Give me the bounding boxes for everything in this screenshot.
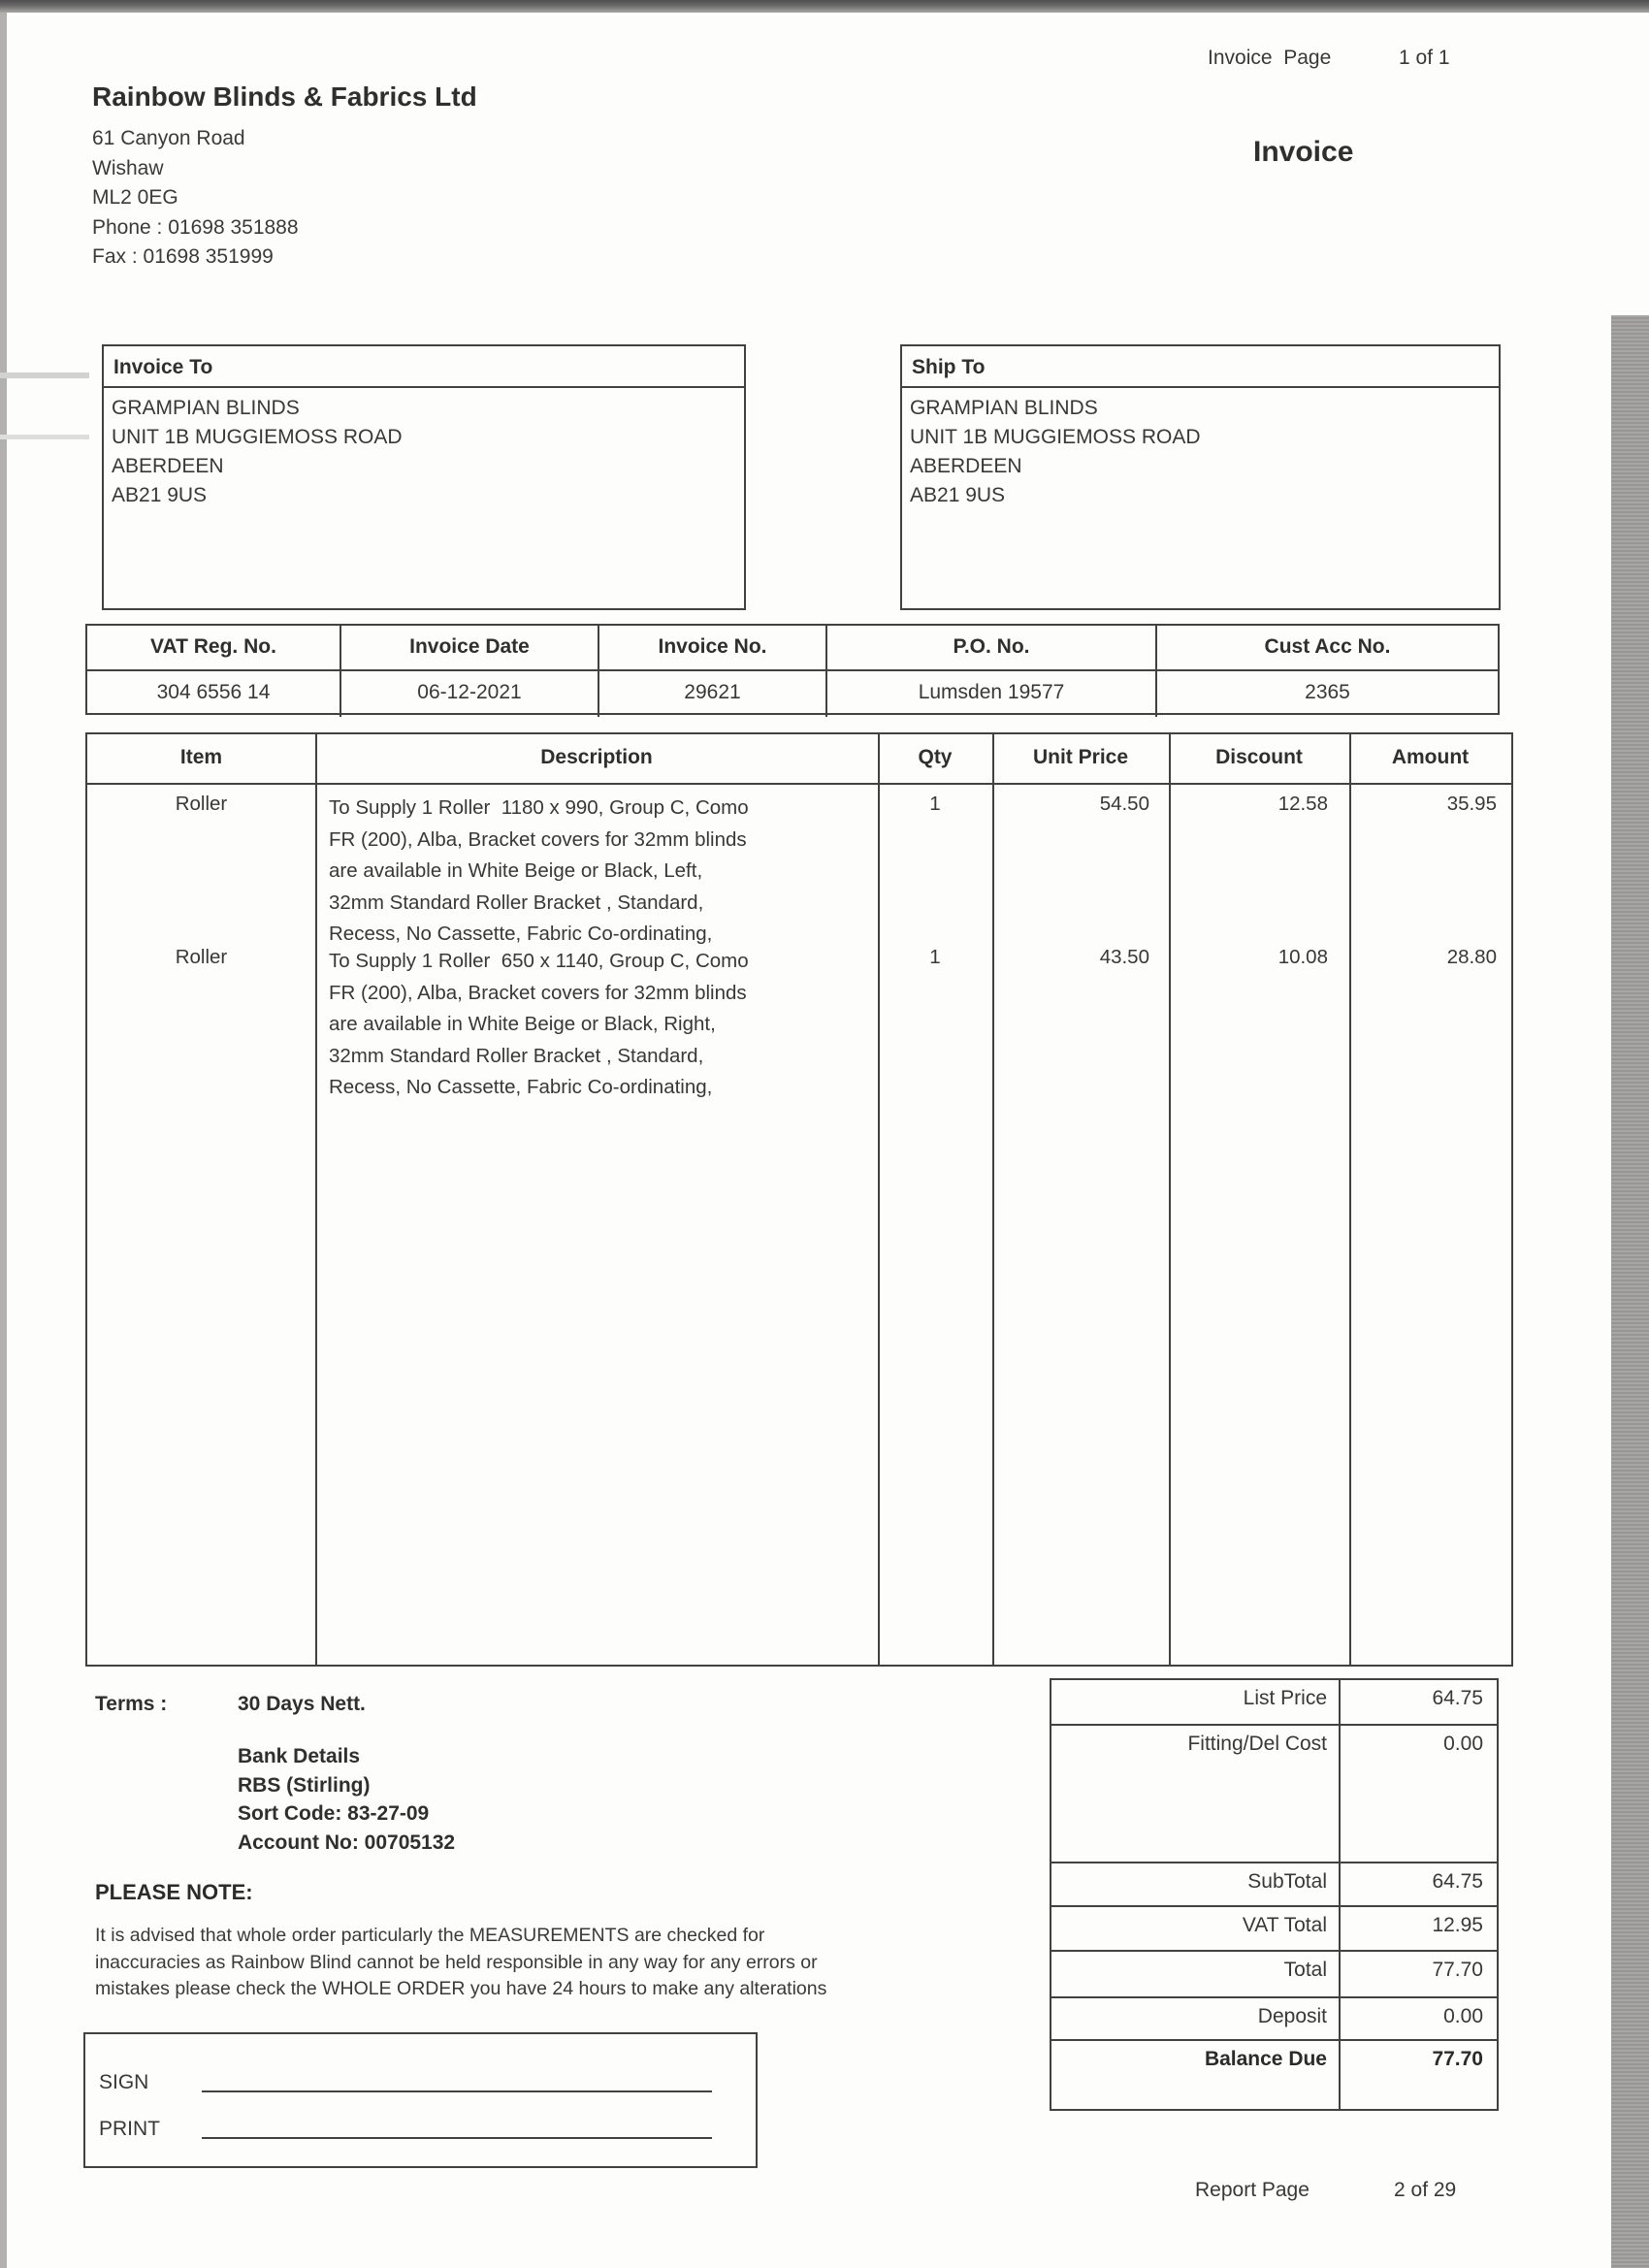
bank-account-no: Account No: 00705132	[238, 1831, 456, 1854]
meta-header-row	[87, 626, 1498, 671]
report-page-value: 2 of 29	[1394, 2179, 1457, 2201]
item-type: Roller	[175, 946, 228, 968]
address-line: 61 Canyon Road	[92, 127, 245, 149]
totals-label: SubTotal	[1051, 1863, 1341, 1905]
invoice-to-box	[102, 344, 746, 610]
items-header-discount: Discount	[1215, 746, 1303, 768]
address-line: GRAMPIAN BLINDS	[910, 397, 1098, 419]
description-line: 32mm Standard Roller Bracket , Standard,	[329, 1044, 704, 1067]
totals-row-fitting-del-cost	[1051, 1724, 1497, 1862]
scanner-edge-left	[0, 13, 7, 2268]
items-header-unit-price: Unit Price	[1032, 746, 1129, 768]
totals-value: 64.75	[1432, 1870, 1483, 1893]
totals-value: 12.95	[1432, 1914, 1483, 1936]
totals-row-list-price	[1051, 1680, 1497, 1724]
invoice-to-label: Invoice To	[104, 346, 744, 388]
totals-value: 77.70	[1432, 2048, 1483, 2070]
items-header-row	[87, 734, 1511, 785]
meta-header-po-no: P.O. No.	[825, 626, 1155, 669]
sign-label: SIGN	[99, 2071, 149, 2093]
please-note-text	[95, 1923, 826, 2003]
totals-row-vat-total	[1051, 1905, 1497, 1950]
description-line: FR (200), Alba, Bracket covers for 32mm blinds	[329, 981, 747, 1004]
meta-value-po-no: Lumsden 19577	[825, 671, 1155, 717]
signature-box	[83, 2032, 758, 2168]
description-line: FR (200), Alba, Bracket covers for 32mm blinds	[329, 827, 747, 851]
address-line: Phone : 01698 351888	[92, 215, 299, 239]
meta-value-row	[87, 671, 1498, 717]
item-description	[315, 946, 878, 1104]
totals-row-total	[1051, 1950, 1497, 1996]
description-line: 32mm Standard Roller Bracket , Standard,	[329, 891, 704, 914]
description-line: To Supply 1 Roller 1180 x 990, Group C, Como	[329, 796, 749, 819]
items-header-qty: Qty	[918, 746, 953, 768]
please-note-title: PLEASE NOTE:	[95, 1880, 253, 1904]
bank-name: RBS (Stirling)	[238, 1773, 371, 1797]
document-title: Invoice	[1253, 136, 1354, 168]
company-name: Rainbow Blinds & Fabrics Ltd	[92, 81, 477, 112]
table-row	[87, 946, 1511, 1104]
address-line: AB21 9US	[910, 484, 1006, 506]
print-line	[202, 2136, 712, 2139]
meta-header-vat-reg: VAT Reg. No.	[150, 635, 276, 658]
meta-value-vat-reg: 304 6556 14	[156, 681, 271, 703]
meta-value-invoice-no: 29621	[598, 671, 825, 717]
totals-value: 0.00	[1443, 1733, 1483, 1755]
totals-label: Balance Due	[1051, 2041, 1341, 2109]
totals-row-deposit	[1051, 1996, 1497, 2039]
bank-details	[238, 1742, 455, 1857]
description-line: are available in White Beige or Black, Right,	[329, 1013, 716, 1035]
item-amount: 35.95	[1446, 793, 1497, 815]
items-header-amount: Amount	[1391, 746, 1470, 768]
items-header-item: Item	[179, 746, 223, 768]
totals-value: 64.75	[1432, 1687, 1483, 1709]
meta-header-invoice-no: Invoice No.	[598, 626, 825, 669]
print-row	[85, 2094, 756, 2141]
description-line: Recess, No Cassette, Fabric Co-ordinating,	[329, 923, 713, 945]
table-row	[87, 793, 1511, 951]
item-discount: 10.08	[1277, 946, 1328, 968]
totals-value: 0.00	[1443, 2005, 1483, 2027]
totals-row-subtotal	[1051, 1862, 1497, 1905]
address-line: ML2 0EG	[92, 186, 178, 209]
address-line: UNIT 1B MUGGIEMOSS ROAD	[112, 426, 403, 448]
report-page-label: Report Page	[1195, 2179, 1310, 2201]
meta-header-cust-acc: Cust Acc No.	[1155, 626, 1498, 669]
print-label: PRINT	[99, 2118, 160, 2140]
totals-table	[1050, 1678, 1499, 2111]
description-line: are available in White Beige or Black, Left,	[329, 859, 703, 882]
bank-details-title: Bank Details	[238, 1745, 361, 1767]
scanner-edge-right	[1611, 315, 1649, 2268]
meta-value-cust-acc: 2365	[1155, 671, 1498, 717]
totals-value: 77.70	[1432, 1959, 1483, 1981]
scanner-edge-top	[0, 0, 1649, 13]
description-line: Recess, No Cassette, Fabric Co-ordinating,	[329, 1076, 713, 1098]
company-address	[92, 124, 299, 273]
totals-label: List Price	[1051, 1680, 1341, 1724]
invoice-meta-table	[85, 624, 1500, 715]
line-items-table	[85, 732, 1513, 1667]
item-unit-price: 43.50	[1099, 946, 1149, 968]
meta-header-invoice-date: Invoice Date	[340, 626, 598, 669]
totals-row-balance-due	[1051, 2039, 1497, 2109]
address-line: Fax : 01698 351999	[92, 245, 274, 268]
totals-label: Fitting/Del Cost	[1051, 1726, 1341, 1862]
item-amount: 28.80	[1446, 946, 1497, 968]
ship-to-box	[900, 344, 1501, 610]
totals-label: Total	[1051, 1952, 1341, 1996]
address-line: AB21 9US	[112, 484, 208, 506]
ship-to-label: Ship To	[902, 346, 1499, 388]
note-line: It is advised that whole order particularly the MEASUREMENTS are checked for	[95, 1925, 765, 1946]
totals-label: VAT Total	[1051, 1907, 1341, 1950]
totals-label: Deposit	[1051, 1998, 1341, 2039]
address-line: GRAMPIAN BLINDS	[112, 397, 300, 419]
item-qty: 1	[929, 793, 941, 815]
note-line: inaccuracies as Rainbow Blind cannot be held responsible in any way for any errors or	[95, 1951, 818, 1973]
item-description	[315, 793, 878, 951]
items-header-description: Description	[540, 746, 653, 768]
address-line: Wishaw	[92, 156, 164, 179]
ship-to-address	[902, 388, 1499, 510]
description-line: To Supply 1 Roller 650 x 1140, Group C, Como	[329, 950, 749, 972]
item-unit-price: 54.50	[1099, 793, 1149, 815]
invoice-to-address	[104, 388, 744, 510]
sign-line	[202, 2090, 712, 2092]
invoice-page-value: 1 of 1	[1399, 47, 1450, 69]
item-discount: 12.58	[1277, 793, 1328, 815]
item-type: Roller	[175, 793, 228, 815]
item-qty: 1	[929, 946, 941, 968]
note-line: mistakes please check the WHOLE ORDER you have 24 hours to make any alterations	[95, 1978, 827, 1999]
address-line: ABERDEEN	[112, 455, 224, 477]
scan-streak	[0, 373, 89, 378]
sign-row	[85, 2034, 756, 2094]
terms-label: Terms :	[95, 1693, 168, 1715]
terms-value: 30 Days Nett.	[238, 1693, 366, 1715]
meta-value-invoice-date: 06-12-2021	[340, 671, 598, 717]
address-line: UNIT 1B MUGGIEMOSS ROAD	[910, 426, 1201, 448]
scan-streak	[0, 435, 89, 439]
invoice-page-label: Invoice Page	[1208, 47, 1332, 69]
address-line: ABERDEEN	[910, 455, 1022, 477]
bank-sort-code: Sort Code: 83-27-09	[238, 1802, 430, 1825]
